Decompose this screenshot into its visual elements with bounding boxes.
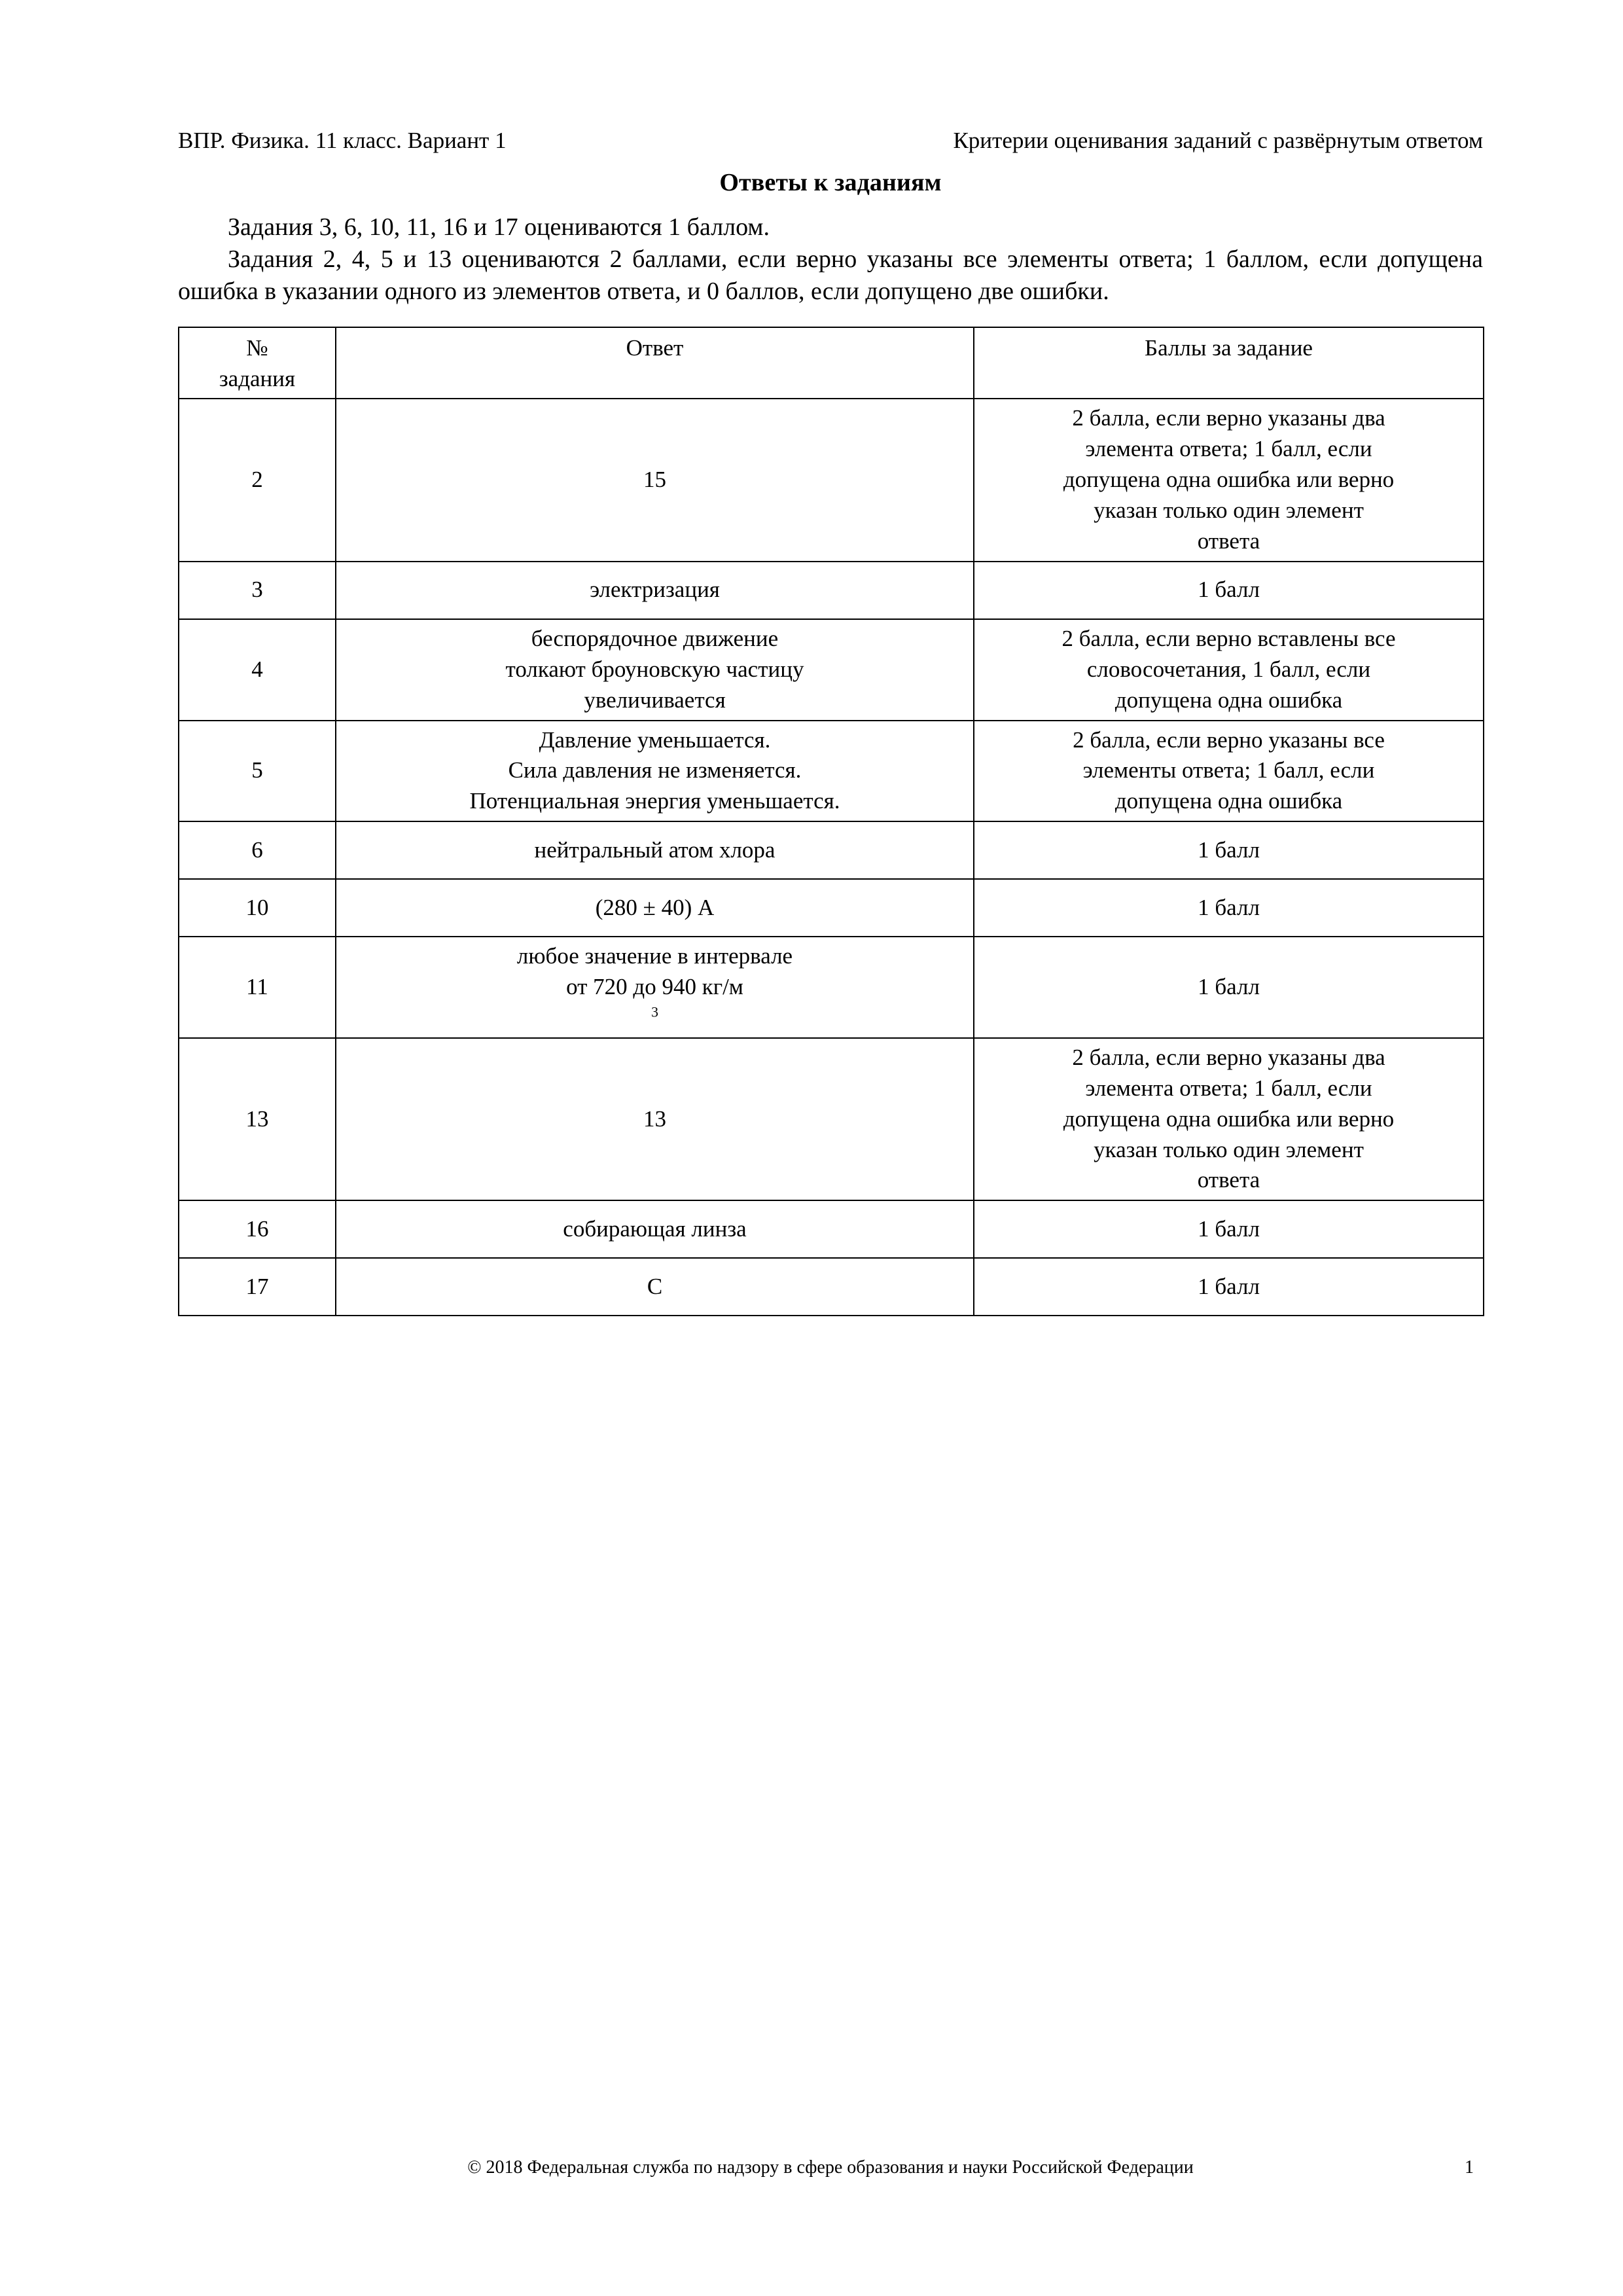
answer-line: увеличивается (584, 687, 726, 713)
answer-line: Давление уменьшается. (539, 726, 771, 753)
score-line: 2 балла, если верно указаны все (1073, 726, 1385, 753)
score-cell: 1 балл (974, 879, 1484, 937)
answer-cell (336, 399, 974, 561)
score-cell (974, 721, 1484, 822)
score-cell: 1 балл (974, 1200, 1484, 1258)
answer-line: беспорядочное движение (531, 625, 779, 651)
answer-cell: С (336, 1258, 974, 1316)
answer-cell (336, 721, 974, 822)
score-line: 2 балла, если верно указаны два (1072, 1044, 1385, 1070)
table-row (179, 399, 1484, 561)
score-line: 2 балла, если верно указаны два (1072, 405, 1385, 431)
page-content (178, 0, 1483, 1316)
answer-line: 15 (643, 467, 666, 493)
score-line: 2 балла, если верно вставлены все (1061, 625, 1396, 651)
answer-cell (336, 1038, 974, 1200)
table-row (179, 1200, 1484, 1258)
answer-line: Сила давления не изменяется. (508, 757, 802, 783)
score-cell: 1 балл (974, 1258, 1484, 1316)
answer-cell (336, 937, 974, 1038)
answer-cell: собирающая линза (336, 1200, 974, 1258)
column-header-answer: Ответ (336, 327, 974, 399)
table-row (179, 619, 1484, 721)
score-cell (974, 619, 1484, 721)
answer-line: Потенциальная энергия уменьшается. (469, 788, 840, 814)
task-number-cell: 4 (179, 619, 336, 721)
score-line: допущена одна ошибка (1115, 687, 1343, 713)
score-line: допущена одна ошибка или верно (1063, 1105, 1395, 1132)
score-line: элементы ответа; 1 балл, если (1082, 757, 1375, 783)
table-row (179, 1038, 1484, 1200)
column-header-task-number-line2: задания (219, 365, 296, 391)
score-line: ответа (1197, 1167, 1260, 1193)
column-header-task-number (179, 327, 336, 399)
column-header-task-number-line1: № (246, 334, 268, 361)
score-line: словосочетания, 1 балл, если (1086, 656, 1371, 682)
running-head-right: Критерии оценивания заданий с развёрнутым ответом (953, 128, 1483, 153)
table-header-row (179, 327, 1484, 399)
table-row (179, 937, 1484, 1038)
table-row (179, 562, 1484, 619)
superscript-exponent: 3 (651, 1004, 658, 1020)
task-number-cell: 3 (179, 562, 336, 619)
footer-page-number: 1 (1465, 2157, 1474, 2178)
task-number-cell: 10 (179, 879, 336, 937)
table-row (179, 879, 1484, 937)
task-number-cell: 5 (179, 721, 336, 822)
answer-cell: электризация (336, 562, 974, 619)
task-number-cell: 6 (179, 821, 336, 879)
answer-cell: нейтральный атом хлора (336, 821, 974, 879)
intro-paragraph-2: Задания 2, 4, 5 и 13 оцениваются 2 баллами, если верно указаны все элементы ответа; 1 баллом, если допущена ошибка в указании одного из элементов ответа, и 0 баллов, если допущено две ошибки. (178, 245, 1483, 306)
answer-line: любое значение в интервале (516, 943, 793, 969)
score-cell: 1 балл (974, 562, 1484, 619)
page-title: Ответы к заданиям (719, 168, 942, 196)
answer-line: 13 (643, 1105, 666, 1132)
score-cell (974, 399, 1484, 561)
score-cell: 1 балл (974, 821, 1484, 879)
task-number-cell: 13 (179, 1038, 336, 1200)
answer-line-base: от 720 до 940 кг/м (566, 974, 743, 1000)
table-row (179, 821, 1484, 879)
score-line: допущена одна ошибка или верно (1063, 467, 1395, 493)
column-header-score: Баллы за задание (974, 327, 1484, 399)
scoring-intro (178, 211, 1483, 308)
score-line: допущена одна ошибка (1115, 788, 1343, 814)
task-number-cell: 17 (179, 1258, 336, 1316)
task-number-cell: 2 (179, 399, 336, 561)
answer-line-with-superscript (343, 972, 967, 1033)
task-number-cell: 16 (179, 1200, 336, 1258)
score-line: элемента ответа; 1 балл, если (1085, 1075, 1372, 1101)
running-head (178, 0, 1483, 154)
page-footer (178, 2157, 1483, 2178)
score-line: указан только один элемент (1094, 1136, 1364, 1162)
answer-cell (336, 619, 974, 721)
table-row (179, 1258, 1484, 1316)
answer-cell: (280 ± 40) А (336, 879, 974, 937)
running-head-left: ВПР. Физика. 11 класс. Вариант 1 (178, 128, 507, 153)
table-row (179, 721, 1484, 822)
footer-copyright: © 2018 Федеральная служба по надзору в сфере образования и науки Российской Федерации (467, 2157, 1194, 2178)
score-cell (974, 1038, 1484, 1200)
intro-paragraph-1: Задания 3, 6, 10, 11, 16 и 17 оцениваются 1 баллом. (228, 213, 770, 241)
task-number-cell: 11 (179, 937, 336, 1038)
answers-table-body (179, 399, 1484, 1316)
score-line: указан только один элемент (1094, 497, 1364, 524)
score-line: ответа (1197, 528, 1260, 554)
answers-table (178, 327, 1484, 1317)
score-cell: 1 балл (974, 937, 1484, 1038)
answer-line: толкают броуновскую частицу (505, 656, 804, 682)
score-line: элемента ответа; 1 балл, если (1085, 436, 1372, 462)
